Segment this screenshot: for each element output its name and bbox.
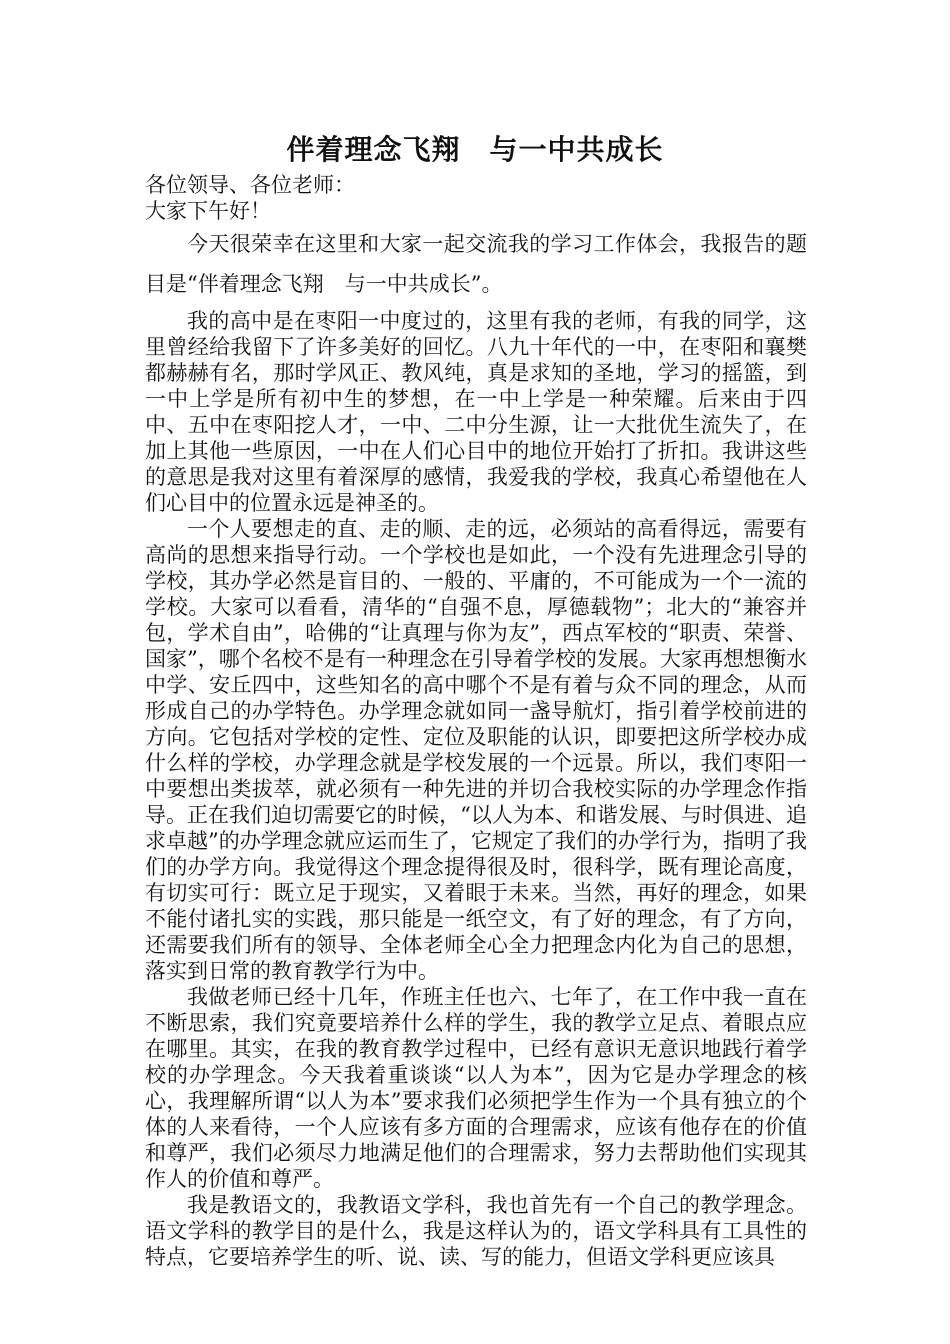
paragraph-philosophy: 一个人要想走的直、走的顺、走的远，必须站的高看得远，需要有高尚的思想来指导行动。一个学校也是如此，一个没有先进理念引导的学校，其办学必然是盲目的、一般的、平庸的，不可能成为一个一流的学校。大家可以看看，清华的“自强不息，厚德载物”；北大的“兼容并包，学术自由”，哈佛的“让真理与你为友”，西点军校的“职责、荣誉、国家”，哪个名校不是有一种理念在引导着学校的发展。大家再想想衡水中学、安丘四中，这些知名的高中哪个不是有着与众不同的理念，从而形成自己的办学特色。办学理念就如同一盏导航灯，指引着学校前进的方向。它包括对学校的定性、定位及职能的认识，即要把这所学校办成什么样的学校，办学理念就是学校发展的一个远景。所以，我们枣阳一中要想出类拔萃，就必须有一种先进的并切合我校实际的办学理念作指导。正在我们迫切需要它的时候，“以人为本、和谐发展、与时俱进、追求卓越”的办学理念就应运而生了，它规定了我们的办学行为，指明了我们的办学方向。我觉得这个理念提得很及时，很科学，既有理论高度，有切实可行：既立足于现实，又着眼于未来。当然，再好的理念，如果不能付诸扎实的实践，那只能是一纸空文，有了好的理念，有了方向，还需要我们所有的领导、全体老师全心全力把理念内化为自己的思想，落实到日常的教育教学行为中。: [145, 517, 807, 983]
paragraph-chinese-teaching: 我是教语文的，我教语文学科，我也首先有一个自己的教学理念。语文学科的教学目的是什么，我是这样认为的，语文学科具有工具性的特点，它要培养学生的听、说、读、写的能力，但语文学科更应该具: [145, 1193, 807, 1269]
greeting: 大家下午好！: [145, 199, 271, 223]
paragraph-intro: 今天很荣幸在这里和大家一起交流我的学习工作体会，我报告的题目是“伴着理念飞翔 与一中共成长”。: [145, 232, 807, 296]
salutation: 各位领导、各位老师：: [145, 173, 355, 197]
paragraph-teaching-experience: 我做老师已经十几年，作班主任也六、七年了，在工作中我一直在不断思索，我们究竟要培养什么样的学生，我的教学立足点、着眼点应在哪里。其实，在我的教育教学过程中，已经有意识无意识地践行着学校的办学理念。今天我着重谈谈“以人为本”，因为它是办学理念的核心，我理解所谓“以人为本”要求我们必须把学生作为一个具有独立的个体的人来看待，一个人应该有多方面的合理需求，应该有他存在的价值和尊严，我们必须尽力地满足他们的合理需求，努力去帮助他们实现其作人的价值和尊严。: [145, 985, 807, 1191]
paragraph-memories: 我的高中是在枣阳一中度过的，这里有我的老师，有我的同学，这里曾经给我留下了许多美好的回忆。八九十年代的一中，在枣阳和襄樊都赫赫有名，那时学风正、教风纯，真是求知的圣地，学习的摇篮，到一中上学是所有初中生的梦想，在一中上学是一种荣耀。后来由于四中、五中在枣阳挖人才，一中、二中分生源，让一大批优生流失了，在加上其他一些原因，一中在人们心目中的地位开始打了折扣。我讲这些的意思是我对这里有着深厚的感情，我爱我的学校，我真心希望他在人们心目中的位置永远是神圣的。: [145, 309, 807, 515]
document-title: 伴着理念飞翔 与一中共成长: [286, 133, 664, 166]
document-body: [145, 172, 807, 1270]
